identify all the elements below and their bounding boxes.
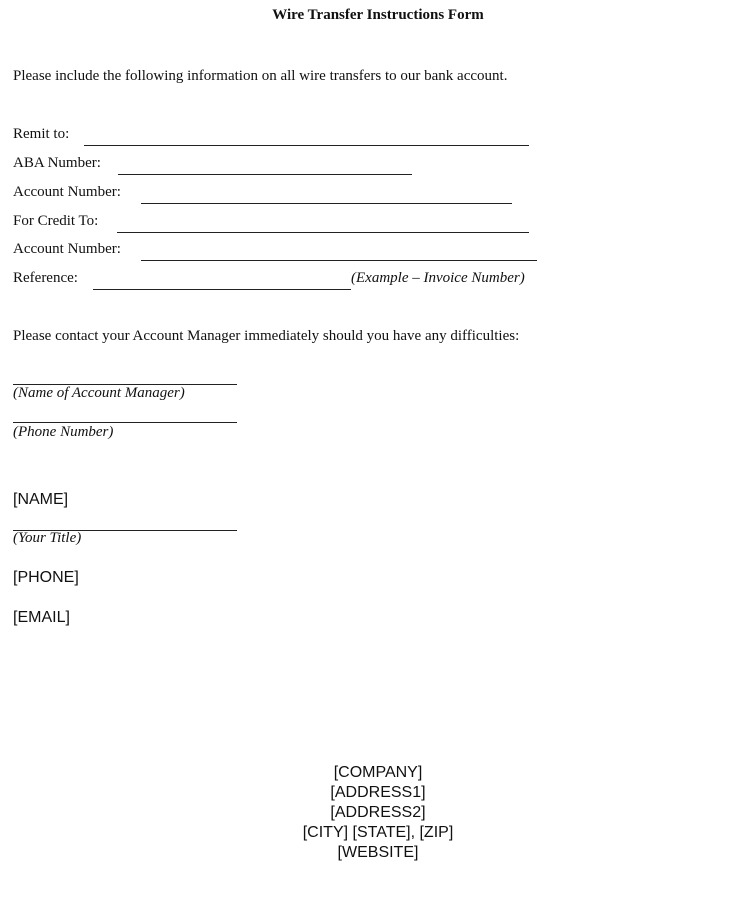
intro-text: Please include the following information on all wire transfers to our bank account.: [13, 68, 508, 84]
contact-text: Please contact your Account Manager immediately should you have any difficulties:: [13, 328, 520, 344]
website-placeholder: [WEBSITE]: [337, 844, 419, 861]
reference-label: Reference:: [13, 270, 78, 286]
email-placeholder: [EMAIL]: [13, 609, 70, 626]
city-state-zip-placeholder: [CITY] [STATE], [ZIP]: [302, 824, 454, 841]
company-address-block: [0, 763, 750, 863]
your-title-label: (Your Title): [13, 530, 82, 546]
remit-to-label: Remit to:: [13, 126, 70, 142]
address2-placeholder: [ADDRESS2]: [330, 804, 426, 821]
phone-number-label: (Phone Number): [13, 424, 114, 440]
account-number-label: Account Number:: [13, 184, 121, 200]
company-placeholder: [COMPANY]: [333, 764, 423, 781]
credit-account-number-label: Account Number:: [13, 241, 121, 257]
for-credit-to-label: For Credit To:: [13, 213, 99, 229]
phone-number-field[interactable]: [13, 422, 237, 423]
account-manager-name-label: (Name of Account Manager): [13, 385, 185, 401]
reference-example: (Example – Invoice Number): [351, 270, 525, 286]
account-number-field[interactable]: [141, 203, 512, 204]
remit-to-field[interactable]: [84, 145, 529, 146]
address1-placeholder: [ADDRESS1]: [330, 784, 426, 801]
aba-number-label: ABA Number:: [13, 155, 101, 171]
phone-placeholder: [PHONE]: [13, 569, 79, 586]
form-title: Wire Transfer Instructions Form: [272, 7, 484, 23]
name-placeholder: [NAME]: [13, 491, 69, 508]
aba-number-field[interactable]: [118, 174, 412, 175]
for-credit-to-field[interactable]: [117, 232, 529, 233]
reference-field[interactable]: [93, 289, 351, 290]
credit-account-number-field[interactable]: [141, 260, 537, 261]
